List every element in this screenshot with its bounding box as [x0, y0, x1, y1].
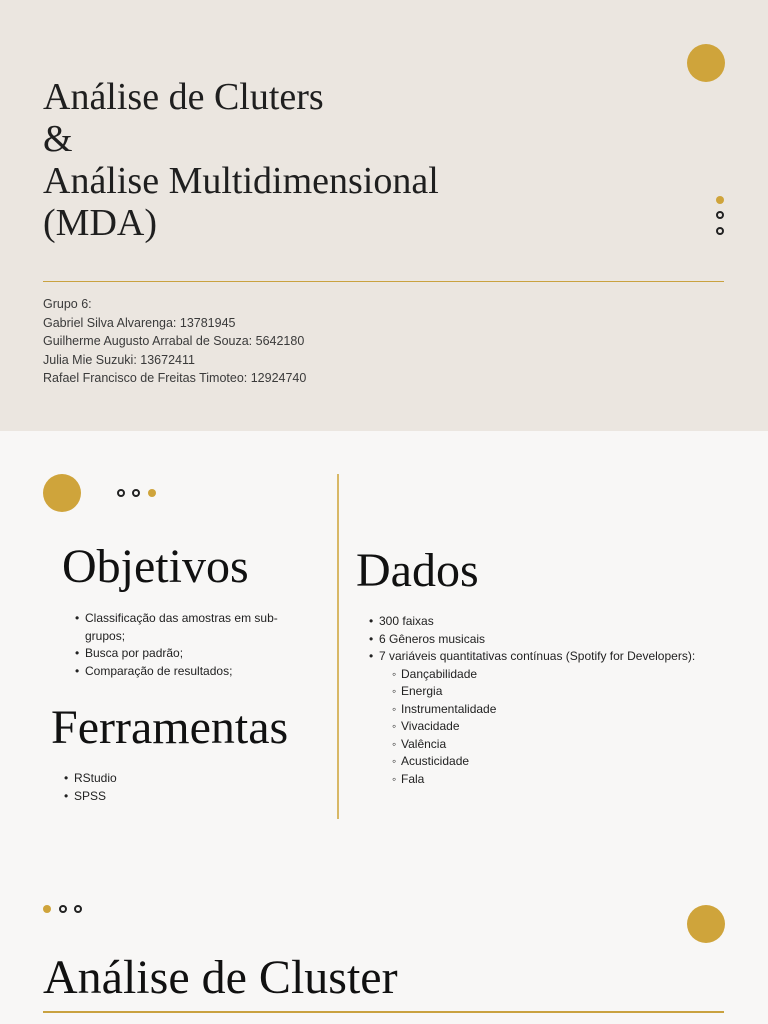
- decorative-ring: [132, 489, 140, 497]
- decorative-gold-circle: [43, 474, 81, 512]
- variable-item: ◦ Instrumentalidade: [392, 701, 749, 719]
- data-heading: Dados: [356, 544, 479, 597]
- title-line: (MDA): [43, 202, 157, 244]
- decorative-gold-circle: [687, 44, 725, 82]
- variable-item: ◦ Valência: [392, 736, 749, 754]
- list-item: [369, 648, 749, 788]
- list-item: • Classificação das amostras em sub-grupos;: [75, 610, 310, 645]
- member-entry: Rafael Francisco de Freitas Timoteo: 12924740: [43, 371, 307, 385]
- column-divider: [337, 474, 339, 819]
- decorative-ring: [716, 211, 724, 219]
- decorative-ring: [117, 489, 125, 497]
- member-entry: Julia Mie Suzuki: 13672411: [43, 352, 195, 367]
- decorative-dot: [148, 489, 156, 497]
- title-line: Análise de Cluters: [43, 76, 324, 118]
- list-item: • SPSS: [64, 788, 264, 806]
- decorative-ring: [716, 227, 724, 235]
- title-divider: [43, 281, 724, 282]
- variables-list: [379, 666, 749, 789]
- tools-heading: Ferramentas: [51, 701, 289, 754]
- objectives-list: [75, 610, 310, 680]
- list-item: • 6 Gêneros musicais: [369, 631, 749, 649]
- data-list: [369, 613, 749, 788]
- list-item: • RStudio: [64, 770, 264, 788]
- objectives-heading: Objetivos: [62, 540, 249, 593]
- title-slide: [0, 0, 768, 431]
- list-item-label: 7 variáveis quantitativas contínuas (Spotify for Developers):: [379, 649, 696, 663]
- member-entry: Gabriel Silva Alvarenga: 13781945: [43, 315, 236, 330]
- list-item: • Comparação de resultados;: [75, 663, 310, 681]
- cluster-heading: Análise de Cluster: [43, 951, 398, 1004]
- list-item: • Busca por padrão;: [75, 645, 310, 663]
- decorative-dot: [43, 905, 51, 913]
- variable-item: ◦ Fala: [392, 771, 749, 789]
- decorative-gold-circle: [687, 905, 725, 943]
- member-entry: Guilherme Augusto Arrabal de Souza: 5642180: [43, 334, 305, 348]
- decorative-ring: [74, 905, 82, 913]
- title-line: &: [43, 118, 73, 160]
- decorative-dot: [716, 196, 724, 204]
- decorative-ring: [59, 905, 67, 913]
- tools-list: [64, 770, 264, 805]
- title-line: Análise Multidimensional: [43, 160, 439, 202]
- cluster-divider: [43, 1011, 724, 1013]
- variable-item: ◦ Vivacidade: [392, 718, 749, 736]
- group-label: Grupo 6:: [43, 297, 92, 311]
- presentation-title: [43, 76, 663, 244]
- group-members: [43, 295, 306, 388]
- variable-item: ◦ Acusticidade: [392, 753, 749, 771]
- list-item: • 300 faixas: [369, 613, 749, 631]
- variable-item: ◦ Energia: [392, 683, 749, 701]
- variable-item: ◦ Dançabilidade: [392, 666, 749, 684]
